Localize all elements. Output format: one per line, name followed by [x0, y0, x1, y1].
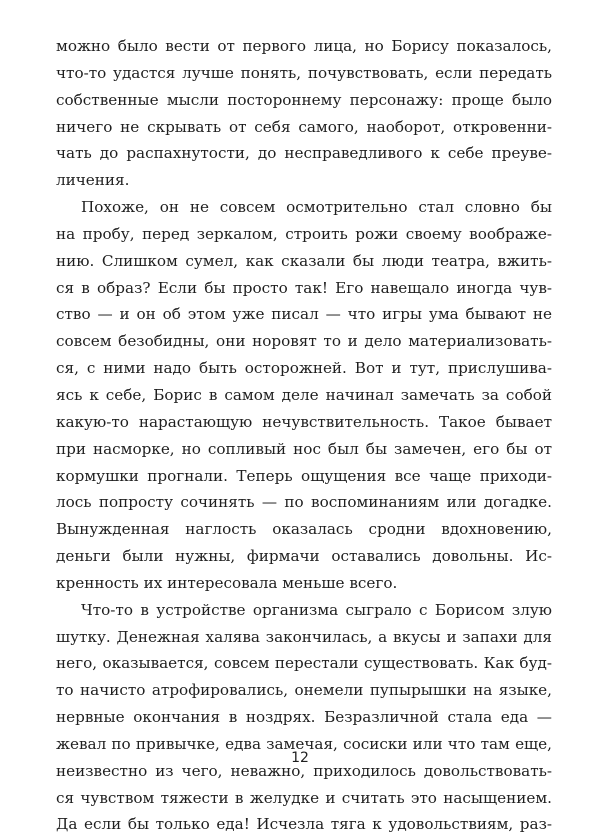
text-line: какую-то нарастающую нечувствительность. Такое бывает [56, 412, 552, 431]
page-number: 12 [291, 750, 309, 766]
text-line: ся чувством тяжести в желудке и считать это насыщением. [56, 788, 552, 807]
text-line: нервные окончания в ноздрях. Безразличной стала еда — [56, 708, 552, 727]
text-line: кренность их интересовала меньше всего. [56, 573, 398, 592]
text-line: деньги были нужны, фирмачи оставались довольны. Ис- [56, 547, 552, 566]
text-line: ся, с ними надо быть осторожней. Вот и тут, прислушива- [56, 359, 552, 378]
text-line: совсем безобидны, они норовят то и дело материализовать- [56, 332, 552, 351]
text-line: Похоже, он не совсем осмотрительно стал словно бы [81, 198, 552, 217]
text-line: личения. [56, 171, 130, 190]
body-text [56, 33, 552, 838]
text-line: ся в образ? Если бы просто так! Его навещало иногда чув- [56, 278, 552, 297]
text-line: неизвестно из чего, неважно, приходилось довольствовать- [56, 761, 552, 780]
text-line: ничего не скрывать от себя самого, наоборот, откровенни- [56, 117, 552, 136]
text-line: нию. Слишком сумел, как сказали бы люди театра, вжить- [56, 251, 552, 270]
paragraph-2 [56, 194, 552, 597]
text-line: лось попросту сочинять — по воспоминаниям или догадке. [56, 493, 552, 512]
text-line: ясь к себе, Борис в самом деле начинал замечать за собой [56, 385, 552, 404]
text-line: что-то удастся лучше понять, почувствовать, если передать [56, 63, 552, 82]
text-line: на пробу, перед зеркалом, строить рожи своему воображе- [56, 224, 552, 243]
paragraph-3 [56, 597, 552, 838]
text-line: кормушки прогнали. Теперь ощущения все чаще приходи- [56, 466, 552, 485]
text-line: шутку. Денежная халява закончилась, а вкусы и запахи для [56, 627, 552, 646]
text-line: ство — и он об этом уже писал — что игры ума бывают не [56, 305, 552, 324]
text-line: чать до распахнутости, до несправедливого к себе преуве- [56, 144, 552, 163]
text-line: жевал по привычке, едва замечая, сосиски или что там еще, [56, 734, 552, 753]
text-line: него, оказывается, совсем перестали существовать. Как буд- [56, 654, 552, 673]
text-line: собственные мысли постороннему персонажу: проще было [56, 90, 552, 109]
text-line: при насморке, но сопливый нос был бы замечен, его бы от [56, 439, 552, 458]
text-line: можно было вести от первого лица, но Борису показалось, [56, 37, 552, 55]
paragraph-1 [56, 33, 552, 194]
text-line: Да если бы только еда! Исчезла тяга к удовольствиям, раз- [56, 815, 552, 834]
text-line: Что-то в устройстве организма сыграло с Борисом злую [81, 600, 552, 619]
text-line: то начисто атрофировались, онемели пупырышки на языке, [56, 681, 552, 700]
text-line: Вынужденная наглость оказалась сродни вдохновению, [56, 520, 552, 539]
